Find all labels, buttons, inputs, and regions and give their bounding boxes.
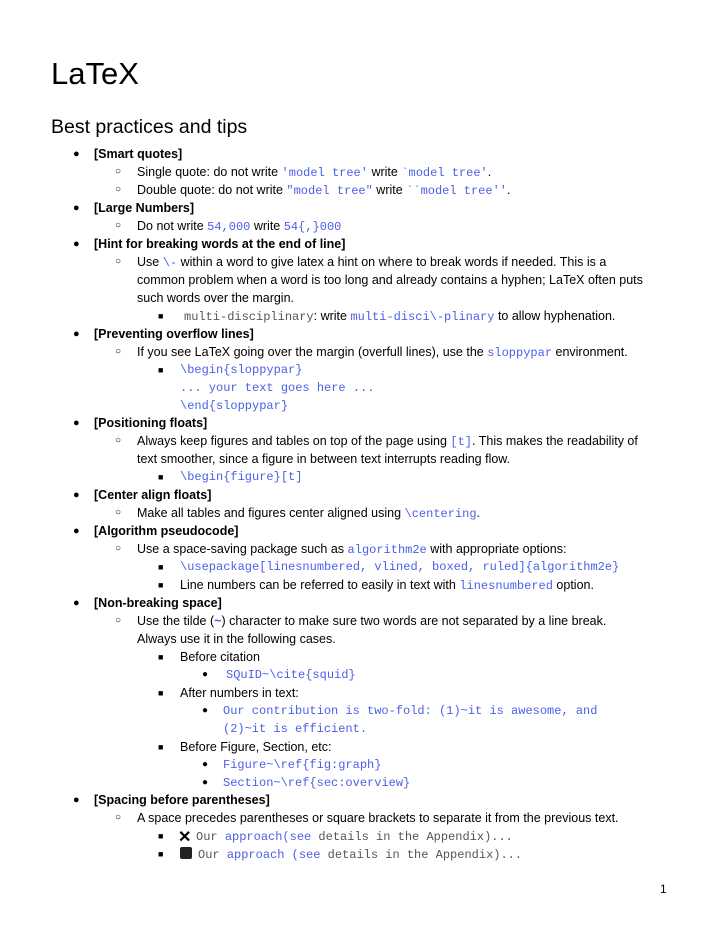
circle-bullet-icon: ○	[115, 507, 122, 518]
text: Before citation	[180, 650, 260, 664]
circle-bullet-icon: ○	[115, 346, 122, 357]
square-bullet-icon: ■	[158, 562, 164, 572]
code-line: SQuID~\cite{squid}	[226, 668, 356, 682]
section-heading: [Smart quotes]	[94, 147, 183, 161]
page-title: LaTeX	[51, 56, 139, 91]
text: Always keep figures and tables on top of the page using	[137, 434, 451, 448]
text: such words over the margin.	[137, 291, 295, 305]
text: to allow hyphenation.	[494, 309, 616, 323]
code: approach(see	[224, 830, 312, 844]
bullet-icon: ●	[202, 759, 209, 770]
text: environment.	[552, 345, 628, 359]
square-bullet-icon: ■	[158, 831, 164, 841]
bullet-icon: ●	[73, 202, 80, 214]
code-good: ``model tree''	[406, 184, 507, 198]
text: Line numbers can be referred to easily in text with	[180, 578, 460, 592]
code-line: Section~\ref{sec:overview}	[223, 776, 411, 790]
code-bad: "model tree"	[286, 184, 373, 198]
text: .	[487, 165, 492, 179]
circle-bullet-icon: ○	[115, 812, 122, 823]
text: . This makes the readability of	[472, 434, 638, 448]
bullet-icon: ●	[202, 777, 209, 788]
circle-bullet-icon: ○	[115, 184, 122, 195]
bullet-icon: ●	[73, 525, 80, 537]
text: Do not write	[137, 219, 208, 233]
code-text: details in the Appendix)...	[320, 848, 523, 862]
code-good: `model tree'	[401, 166, 488, 180]
text: Use	[137, 255, 163, 269]
circle-bullet-icon: ○	[115, 220, 122, 231]
circle-bullet-icon: ○	[115, 435, 122, 446]
text: write	[367, 165, 402, 179]
section-heading: [Large Numbers]	[94, 201, 195, 215]
section-heading: [Algorithm pseudocode]	[94, 524, 239, 538]
text: within a word to give latex a hint on where to break words if needed. This is a	[177, 255, 607, 269]
text: text smoother, since a figure in between text interrupts reading flow.	[137, 452, 511, 466]
square-bullet-icon: ■	[158, 688, 164, 698]
code: algorithm2e	[347, 543, 427, 557]
text: Single quote: do not write	[137, 165, 282, 179]
bullet-icon: ●	[73, 489, 80, 501]
code-bad: 54,000	[207, 220, 251, 234]
circle-bullet-icon: ○	[115, 166, 122, 177]
text: write	[372, 183, 407, 197]
code-text: Our	[198, 848, 227, 862]
text: .	[507, 183, 511, 197]
bullet-icon: ●	[73, 238, 80, 250]
text: Always use it in the following cases.	[137, 632, 336, 646]
bullet-icon: ●	[202, 705, 209, 716]
page-number: 1	[660, 882, 667, 896]
code: sloppypar	[487, 346, 553, 360]
code-bad: 'model tree'	[281, 166, 368, 180]
text: After numbers in text:	[180, 686, 299, 700]
code-text: details in the Appendix)...	[311, 830, 513, 844]
code: [t]	[450, 435, 473, 449]
code-line: Our contribution is two-fold: (1)~it is awesome, and	[223, 704, 598, 718]
square-bullet-icon: ■	[158, 311, 164, 321]
bullet-icon: ●	[202, 669, 209, 680]
circle-bullet-icon: ○	[115, 615, 122, 626]
code: \centering	[404, 507, 477, 521]
text: Use the tilde (	[137, 614, 215, 628]
text: If you see LaTeX going over the margin (overfull lines), use the	[137, 345, 488, 359]
code-good: 54{,}000	[283, 220, 342, 234]
tilde-char: ~	[214, 614, 222, 628]
code-text: Our	[196, 830, 225, 844]
code: \-	[162, 256, 178, 270]
text: Make all tables and figures center aligned using	[137, 506, 405, 520]
square-bullet-icon: ■	[158, 580, 164, 590]
section-heading: [Positioning floats]	[94, 416, 208, 430]
code-bad: multi-disciplinary	[184, 310, 314, 324]
text: .	[476, 506, 481, 520]
square-bullet-icon: ■	[158, 365, 164, 375]
cross-icon: ✕	[178, 829, 192, 846]
page-subtitle: Best practices and tips	[51, 116, 248, 138]
text: with appropriate options:	[426, 542, 567, 556]
code-line: \begin{figure}[t]	[180, 470, 303, 484]
section-heading: [Spacing before parentheses]	[94, 793, 270, 807]
bullet-icon: ●	[73, 148, 80, 160]
code-good: multi-disci\-plinary	[350, 310, 495, 324]
bullet-icon: ●	[73, 597, 80, 609]
square-bullet-icon: ■	[158, 849, 164, 859]
section-heading: [Preventing overflow lines]	[94, 327, 254, 341]
section-heading: [Center align floats]	[94, 488, 212, 502]
code-line: Figure~\ref{fig:graph}	[223, 758, 382, 772]
text: option.	[552, 578, 594, 592]
text: common problem when a word is too long and already contains a hyphen; LaTeX often puts	[137, 273, 643, 287]
code-line: ... your text goes here ...	[180, 381, 375, 395]
code-line: \usepackage[linesnumbered, vlined, boxed, ruled]{algorithm2e}	[180, 560, 620, 574]
square-bullet-icon: ■	[158, 472, 164, 482]
text: A space precedes parentheses or square brackets to separate it from the previous text.	[137, 811, 619, 825]
section-heading: [Hint for breaking words at the end of line]	[94, 237, 346, 251]
text: Before Figure, Section, etc:	[180, 740, 332, 754]
code-line: \end{sloppypar}	[180, 399, 289, 413]
circle-bullet-icon: ○	[115, 256, 122, 267]
bullet-icon: ●	[73, 417, 80, 429]
code: linesnumbered	[459, 579, 553, 593]
section-heading: [Non-breaking space]	[94, 596, 222, 610]
bullet-icon: ●	[73, 794, 80, 806]
circle-bullet-icon: ○	[115, 543, 122, 554]
code-line: (2)~it is efficient.	[223, 722, 368, 736]
text: write	[250, 219, 284, 233]
square-bullet-icon: ■	[158, 652, 164, 662]
text: Double quote: do not write	[137, 183, 287, 197]
square-bullet-icon: ■	[158, 742, 164, 752]
text: : write	[313, 309, 351, 323]
code: approach (see	[226, 848, 321, 862]
code-line: \begin{sloppypar}	[180, 363, 303, 377]
text: ) character to make sure two words are not separated by a line break.	[221, 614, 607, 628]
check-square-icon	[180, 847, 192, 859]
text: Use a space-saving package such as	[137, 542, 348, 556]
bullet-icon: ●	[73, 328, 80, 340]
